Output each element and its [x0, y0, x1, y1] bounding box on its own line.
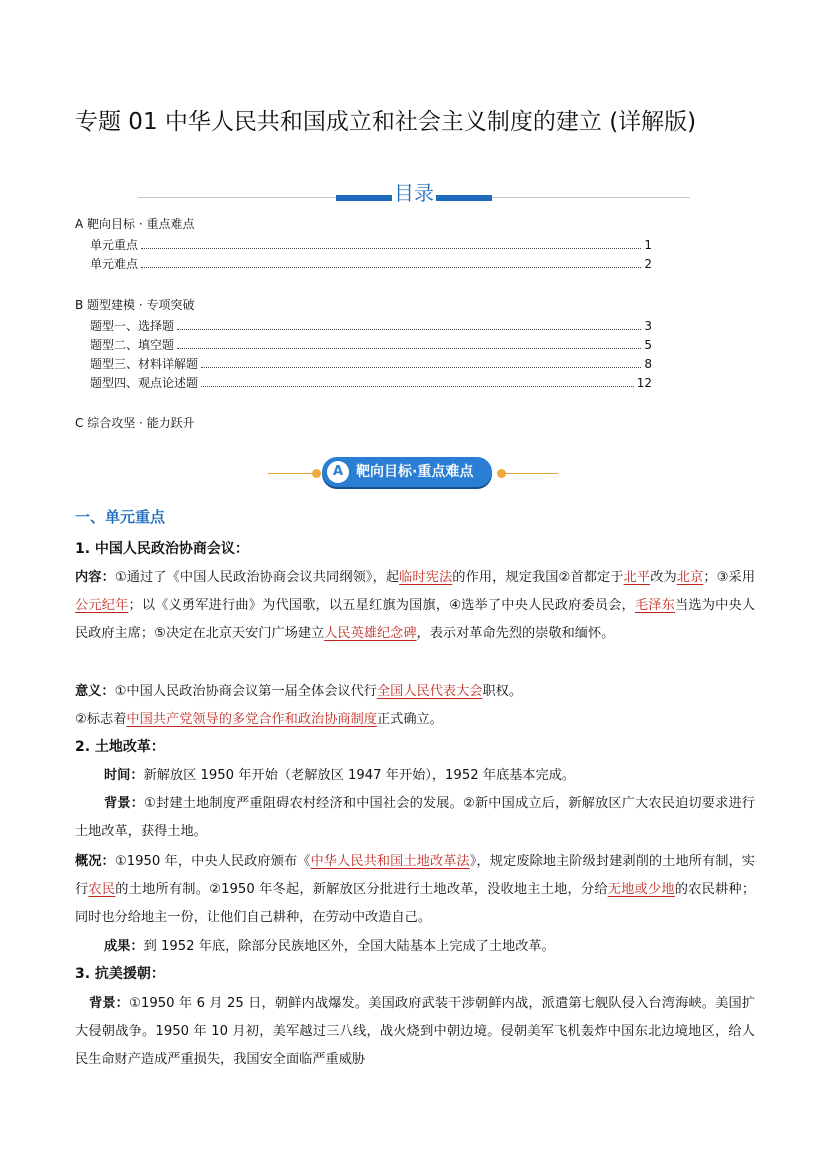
paragraph-background: 背景：①1950 年 6 月 25 日，朝鲜内战爆发。美国政府武装干涉朝鲜内战，派遣第七舰队侵入台湾海峡。美国扩大侵朝战争。1950 年 10 月初，美军越过三八线，战火烧到中朝边境。侵朝美军飞机轰炸中国东北边境地区，给人民生命财产造成严重损失，我国安全面临严重威胁 [75, 996, 755, 1067]
toc-section-a: A 靶向目标 · 重点难点 [75, 217, 195, 231]
toc-item[interactable] [90, 256, 652, 272]
toc-bar-right [432, 195, 492, 201]
section-badge [322, 457, 492, 487]
answer: 中国共产党领导的多党合作和政治协商制度 [126, 712, 377, 727]
toc-item-label: 单元重点 [90, 238, 139, 252]
toc-item-page: 1 [644, 238, 652, 252]
answer: 公元纪年 [75, 598, 129, 613]
subsection-title: 1. 中国人民政治协商会议： [75, 541, 249, 557]
badge-letter: A [327, 461, 349, 483]
subsection-title: 3. 抗美援朝： [75, 966, 165, 982]
paragraph-result: 成果：到 1952 年底，除部分民族地区外，全国大陆基本上完成了土地改革。 [104, 939, 555, 954]
toc-item-label: 题型四、观点论述题 [90, 376, 199, 390]
document-title: 专题 01 中华人民共和国成立和社会主义制度的建立 (详解版) [75, 109, 697, 135]
toc-item-page: 8 [644, 357, 652, 371]
answer: 北平 [623, 570, 651, 585]
answer: 人民英雄纪念碑 [324, 626, 417, 641]
toc-item[interactable] [90, 237, 652, 253]
toc-item-label: 题型三、材料详解题 [90, 357, 199, 371]
toc-item-label: 题型一、选择题 [90, 319, 175, 333]
toc-item-page: 12 [636, 376, 652, 390]
toc-item-label: 单元难点 [90, 257, 139, 271]
banner-dot-right [497, 469, 506, 478]
paragraph-background: 背景：①封建土地制度严重阻碍农村经济和中国社会的发展。②新中国成立后，新解放区广大农民迫切要求进行土地改革，获得土地。 [75, 796, 755, 839]
paragraph-content: 内容：①通过了《中国人民政治协商会议共同纲领》，起临时宪法的作用，规定我国②首都定于北平改为北京；③采用公元纪年；以《义勇军进行曲》为代国歌，以五星红旗为国旗，④选举了中央人民政府委员会，毛泽东当选为中央人民政府主席；⑤决定在北京天安门广场建立人民英雄纪念碑，表示对革命先烈的崇敬和缅怀。 [75, 570, 756, 641]
toc-section-c: C 综合攻坚 · 能力跃升 [75, 416, 195, 430]
section-heading: 一、单元重点 [75, 508, 166, 526]
answer: 临时宪法 [399, 570, 453, 585]
toc-heading: 目录 [392, 178, 436, 208]
answer: 北京 [676, 570, 704, 585]
toc-item[interactable] [90, 375, 652, 391]
section-banner [268, 455, 558, 491]
banner-line-right [500, 473, 558, 474]
answer: 无地或少地 [607, 882, 675, 897]
toc-item[interactable] [90, 318, 652, 334]
badge-text: 靶向目标·重点难点 [356, 464, 474, 480]
answer: 全国人民代表大会 [376, 684, 483, 699]
toc-bar-left [336, 195, 396, 201]
toc-item[interactable] [90, 337, 652, 353]
toc-item-page: 2 [644, 257, 652, 271]
answer: 中华人民共和国土地改革法 [310, 854, 470, 869]
answer: 农民 [88, 882, 116, 897]
toc-header [138, 178, 690, 208]
paragraph-overview: 概况：①1950 年，中央人民政府颁布《中华人民共和国土地改革法》，规定废除地主阶级封建剥削的土地所有制，实行农民的土地所有制。②1950 年冬起，新解放区分批进行土地改革，没收地主土地，分给无地或少地的农民耕种；同时也分给地主一份，让他们自己耕种，在劳动中改造自己。 [75, 854, 756, 925]
paragraph-meaning-2: ②标志着中国共产党领导的多党合作和政治协商制度正式确立。 [75, 712, 443, 727]
toc-item-label: 题型二、填空题 [90, 338, 175, 352]
toc-item-page: 5 [644, 338, 652, 352]
subsection-title: 2. 土地改革： [75, 739, 165, 755]
toc-item[interactable] [90, 356, 652, 372]
banner-line-left [268, 473, 318, 474]
toc-item-page: 3 [644, 319, 652, 333]
toc-section-b: B 题型建模 · 专项突破 [75, 298, 195, 312]
paragraph-meaning: 意义：①中国人民政治协商会议第一届全体会议代行全国人民代表大会职权。 [75, 684, 523, 699]
banner-dot-left [312, 469, 321, 478]
paragraph-time: 时间：新解放区 1950 年开始（老解放区 1947 年开始），1952 年底基本完成。 [104, 768, 576, 783]
answer: 毛泽东 [634, 598, 676, 613]
